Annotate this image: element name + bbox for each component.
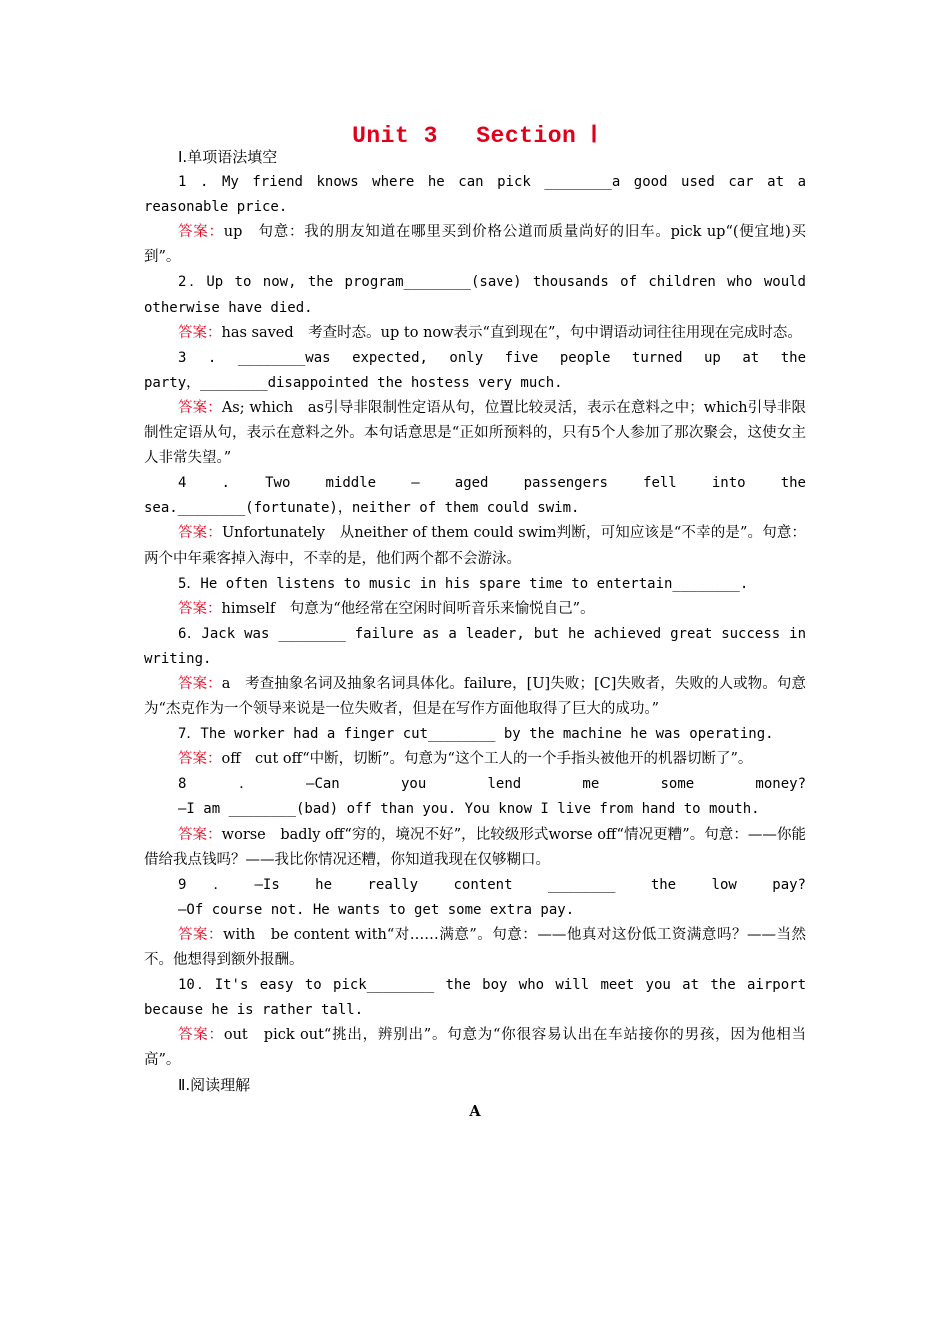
answer-label: 答案： [178, 826, 222, 843]
answer-label: 答案： [178, 926, 224, 943]
answer-text [144, 672, 806, 722]
question-list [144, 170, 806, 1073]
question-text: 8．—Can you lend me some money? [178, 776, 806, 793]
question-text: 3 . ________was expected, only five people turned up at the [178, 349, 806, 366]
title-unit: Unit 3 [352, 123, 438, 149]
answer-label: 答案： [178, 1027, 224, 1044]
answer-content: up 句意：我的朋友知道在哪里买到价格公道而质量尚好的旧车。pick up“(便宜地)买到”。 [144, 224, 806, 266]
answer-label: 答案： [178, 600, 222, 617]
answer-content: Unfortunately 从neither of them could swim判断，可知应该是“不幸的是”。句意：两个中年乘客掉入海中，不幸的是，他们两个都不会游泳。 [144, 525, 806, 567]
question-text: otherwise have died. [144, 299, 313, 316]
question-text: writing. [144, 650, 212, 667]
answer-text [144, 396, 806, 471]
answer-label: 答案： [178, 675, 222, 692]
question-text: sea.________(fortunate)，neither of them could swim. [144, 500, 580, 517]
answer-text [144, 1023, 806, 1073]
question-item [144, 772, 806, 872]
question-text: party，________disappointed the hostess very much. [144, 374, 563, 391]
answer-text [144, 321, 806, 346]
answer-content: worse badly off“穷的，境况不好”，比较级形式worse off“情况更糟”。句意：——你能借给我点钱吗？——我比你情况还糟，你知道我现在仅够糊口。 [144, 826, 807, 868]
question-text: 1 . My friend knows where he can pick ________a good used car at a [178, 174, 806, 191]
question-text: —I am ________(bad) off than you. You know I live from hand to mouth. [178, 801, 760, 818]
question-text: 2．Up to now, the program________(save) thousands of children who would [178, 274, 806, 291]
answer-text [144, 747, 806, 772]
question-text: 9．—Is he really content ________ the low pay? [178, 876, 806, 893]
answer-label: 答案： [178, 751, 222, 768]
question-text: —Of course not. He wants to get some extra pay. [178, 901, 575, 918]
question-text: 4 . Two middle — aged passengers fell into the [178, 475, 806, 492]
exercise-body [144, 145, 806, 1124]
answer-text [144, 220, 806, 270]
answer-content: has saved 考查时态。up to now表示“直到现在”，句中谓语动词往往用现在完成时态。 [221, 324, 802, 341]
passage-label: A [469, 1102, 481, 1120]
question-text: 7．The worker had a finger cut________ by the machine he was operating. [178, 726, 774, 743]
answer-text [144, 597, 806, 622]
answer-content: off cut off“中断，切断”。句意为“这个工人的一个手指头被他开的机器切断了”。 [221, 751, 753, 768]
question-item [144, 572, 806, 622]
section-heading-grammar: Ⅰ.单项语法填空 [178, 148, 278, 166]
question-text: because he is rather tall. [144, 1002, 364, 1019]
question-text: 10．It's easy to pick________ the boy who will meet you at the airport [178, 977, 806, 994]
answer-label: 答案： [178, 324, 222, 341]
answer-label: 答案： [178, 399, 222, 416]
answer-text [144, 521, 806, 571]
answer-content: himself 句意为“他经常在空闲时间听音乐来愉悦自己”。 [221, 600, 595, 617]
answer-content: with be content with“对……满意”。句意：——他真对这份低工资满意吗？——当然不。他想得到额外报酬。 [144, 926, 806, 968]
answer-label: 答案： [178, 525, 222, 542]
question-item [144, 973, 806, 1073]
answer-text [144, 823, 806, 873]
answer-content: a 考查抽象名词及抽象名词具体化。failure，[U]失败；[C]失败者，失败的人或物。句意为“杰克作为一个领导来说是一位失败者，但是在写作方面他取得了巨大的成功。” [144, 675, 806, 718]
question-text: reasonable price. [144, 199, 288, 216]
question-text: 5．He often listens to music in his spare time to entertain________. [178, 575, 749, 592]
question-item [144, 622, 806, 722]
question-item [144, 346, 806, 471]
question-item [144, 873, 806, 973]
question-item [144, 722, 806, 772]
question-item [144, 270, 806, 345]
answer-label: 答案： [178, 224, 224, 241]
answer-text [144, 923, 806, 973]
question-item [144, 471, 806, 571]
answer-content: out pick out“挑出，辨别出”。句意为“你很容易认出在车站接你的男孩，因为他相当高”。 [144, 1027, 807, 1069]
question-item [144, 170, 806, 270]
question-text: 6．Jack was ________ failure as a leader, but he achieved great success in [178, 625, 806, 642]
answer-content: As; which as引导非限制性定语从句，位置比较灵活，表示在意料之中；which引导非限制性定语从句，表示在意料之外。本句话意思是“正如所预料的，只有5个人参加了那次聚会，这使女主人非常失望。” [144, 399, 807, 467]
title-section: Section Ⅰ [476, 123, 598, 149]
section-heading-reading: Ⅱ.阅读理解 [178, 1076, 251, 1095]
